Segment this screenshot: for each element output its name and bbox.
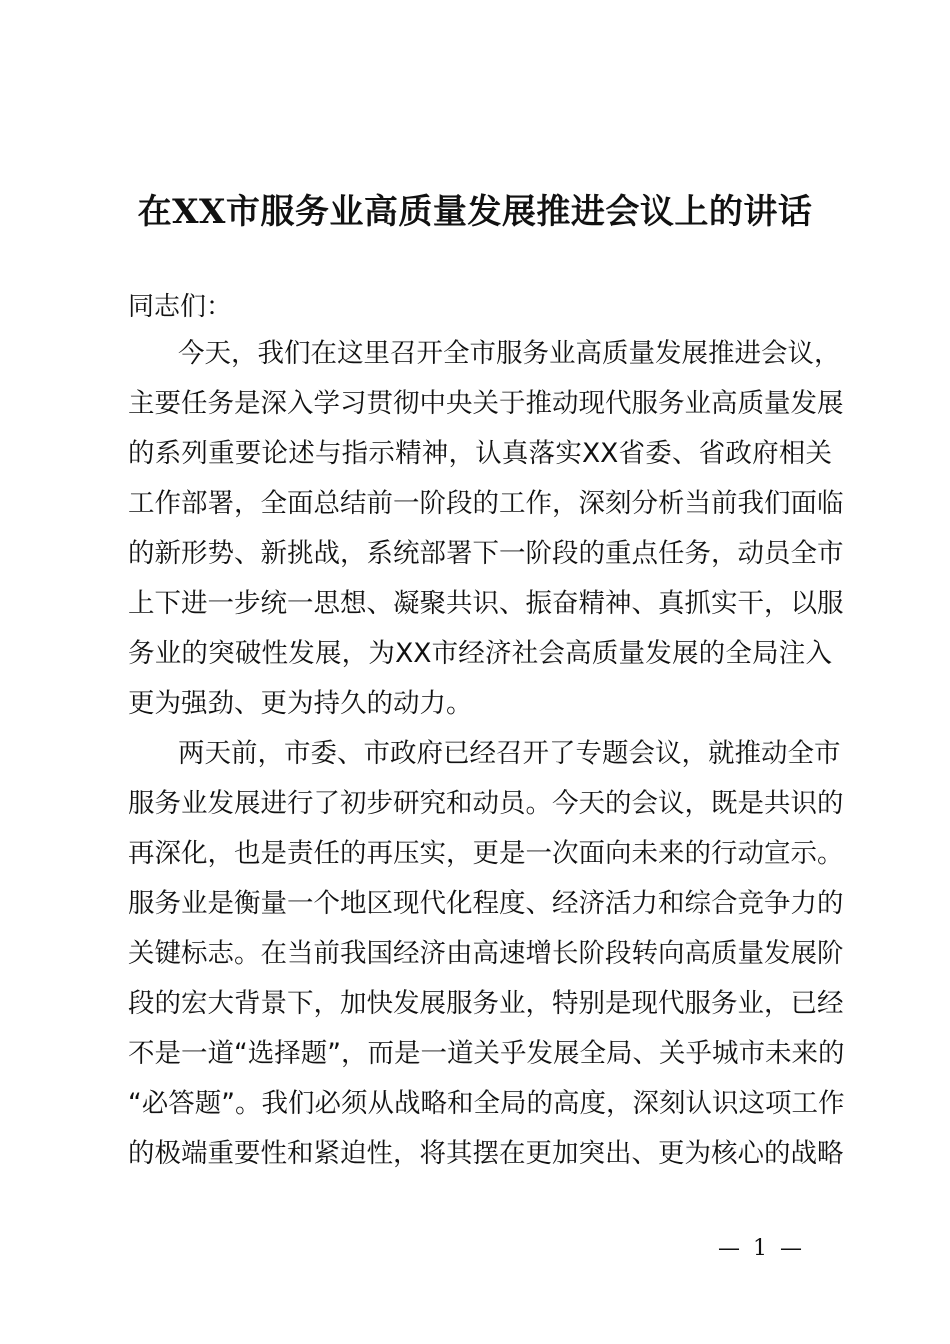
text-line: 两天前，市委、市政府已经召开了专题会议，就推动全市: [178, 738, 841, 769]
text-line: 的新形势、新挑战，系统部署下一阶段的重点任务，动员全市: [128, 538, 844, 569]
text-line: 的极端重要性和紧迫性，将其摆在更加突出、更为核心的战略: [128, 1138, 844, 1169]
text-line: 服务业发展进行了初步研究和动员。今天的会议，既是共识的: [128, 788, 844, 819]
text-line: 再深化，也是责任的再压实，更是一次面向未来的行动宣示。: [128, 838, 844, 869]
text-line: 服务业是衡量一个地区现代化程度、经济活力和综合竞争力的: [128, 888, 844, 919]
text-line: 务业的突破性发展，为XX市经济社会高质量发展的全局注入: [128, 638, 832, 669]
document-body: [128, 336, 845, 1186]
page-number: — 1 —: [718, 1236, 802, 1261]
text-line: 不是一道“选择题”，而是一道关乎发展全局、关乎城市未来的: [128, 1038, 845, 1069]
text-line: 主要任务是深入学习贯彻中央关于推动现代服务业高质量发展: [128, 388, 844, 419]
text-line: 今天，我们在这里召开全市服务业高质量发展推进会议，: [178, 338, 841, 369]
greeting: 同志们：: [128, 292, 233, 322]
text-line: 的系列重要论述与指示精神，认真落实XX省委、省政府相关: [128, 438, 832, 469]
text-line: 更为强劲、更为持久的动力。: [128, 688, 473, 719]
text-line: 关键标志。在当前我国经济由高速增长阶段转向高质量发展阶: [128, 938, 844, 969]
text-line: 上下进一步统一思想、凝聚共识、振奋精神、真抓实干，以服: [128, 588, 844, 619]
text-line: “必答题”。我们必须从战略和全局的高度，深刻认识这项工作: [128, 1088, 845, 1119]
text-line: 段的宏大背景下，加快发展服务业，特别是现代服务业，已经: [128, 988, 844, 1019]
text-line: 工作部署，全面总结前一阶段的工作，深刻分析当前我们面临: [128, 488, 844, 519]
paragraph-1: [128, 336, 844, 736]
paragraph-2: [128, 736, 845, 1186]
document-title: 在XX市服务业高质量发展推进会议上的讲话: [137, 192, 813, 232]
